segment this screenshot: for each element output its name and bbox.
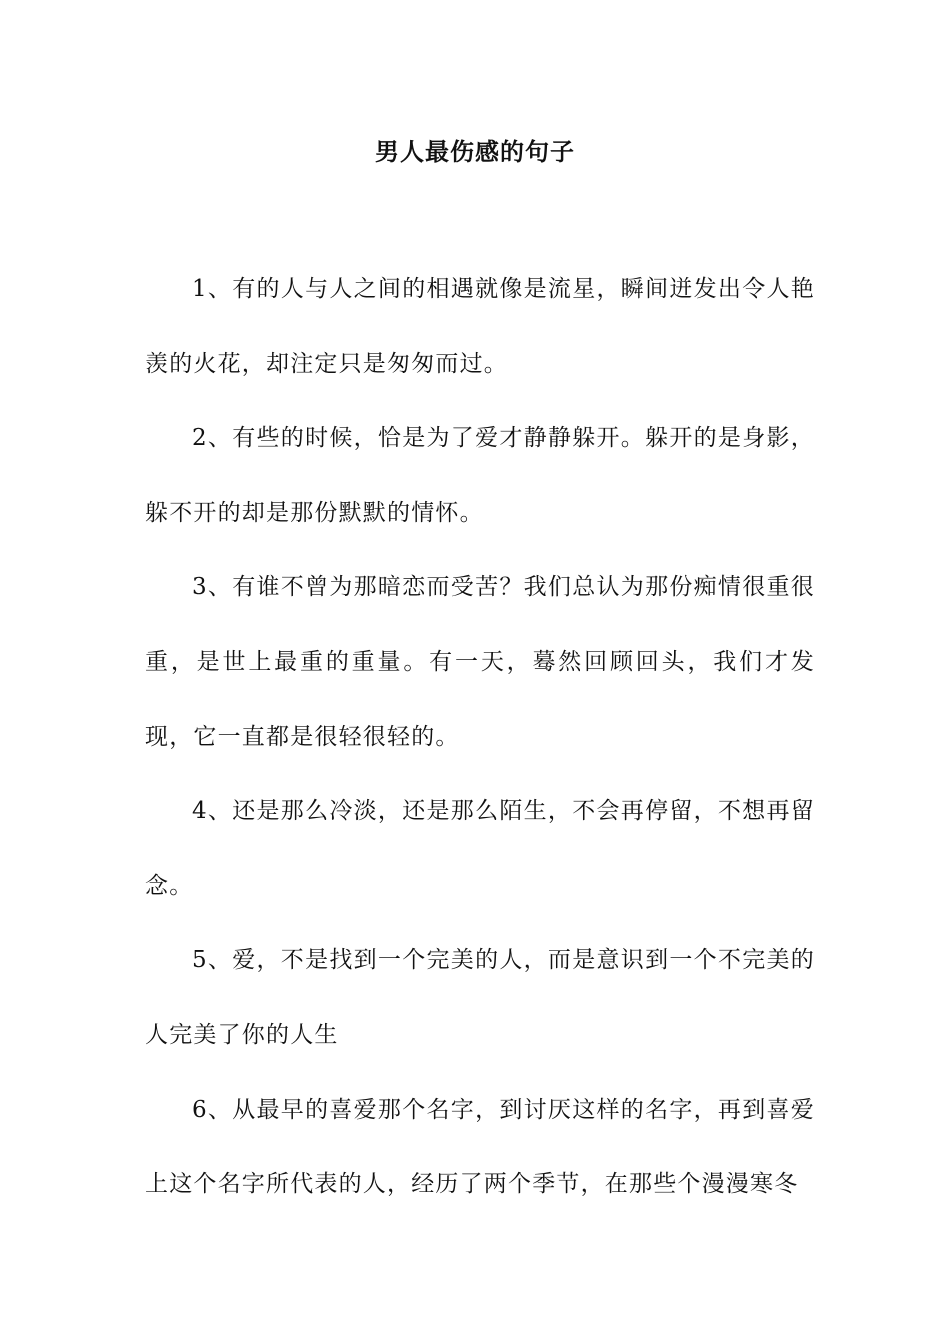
paragraph-1: 1、有的人与人之间的相遇就像是流星，瞬间迸发出令人艳羡的火花，却注定只是匆匆而过。 [145,276,815,377]
document-body [145,252,815,1222]
paragraph-3: 3、有谁不曾为那暗恋而受苦？我们总认为那份痴情很重很重，是世上最重的重量。有一天，蓦然回顾回头，我们才发现，它一直都是很轻很轻的。 [145,574,815,750]
paragraph-6: 6、从最早的喜爱那个名字，到讨厌这样的名字，再到喜爱上这个名字所代表的人，经历了两个季节，在那些个漫漫寒冬 [145,1096,815,1198]
paragraph-4: 4、还是那么冷淡，还是那么陌生，不会再停留，不想再留念。 [145,798,815,899]
paragraph-5: 5、爱，不是找到一个完美的人，而是意识到一个不完美的人完美了你的人生 [145,947,815,1048]
document-title: 男人最伤感的句子 [375,138,575,166]
paragraph-2: 2、有些的时候，恰是为了爱才静静躲开。躲开的是身影，躲不开的却是那份默默的情怀。 [145,425,815,526]
